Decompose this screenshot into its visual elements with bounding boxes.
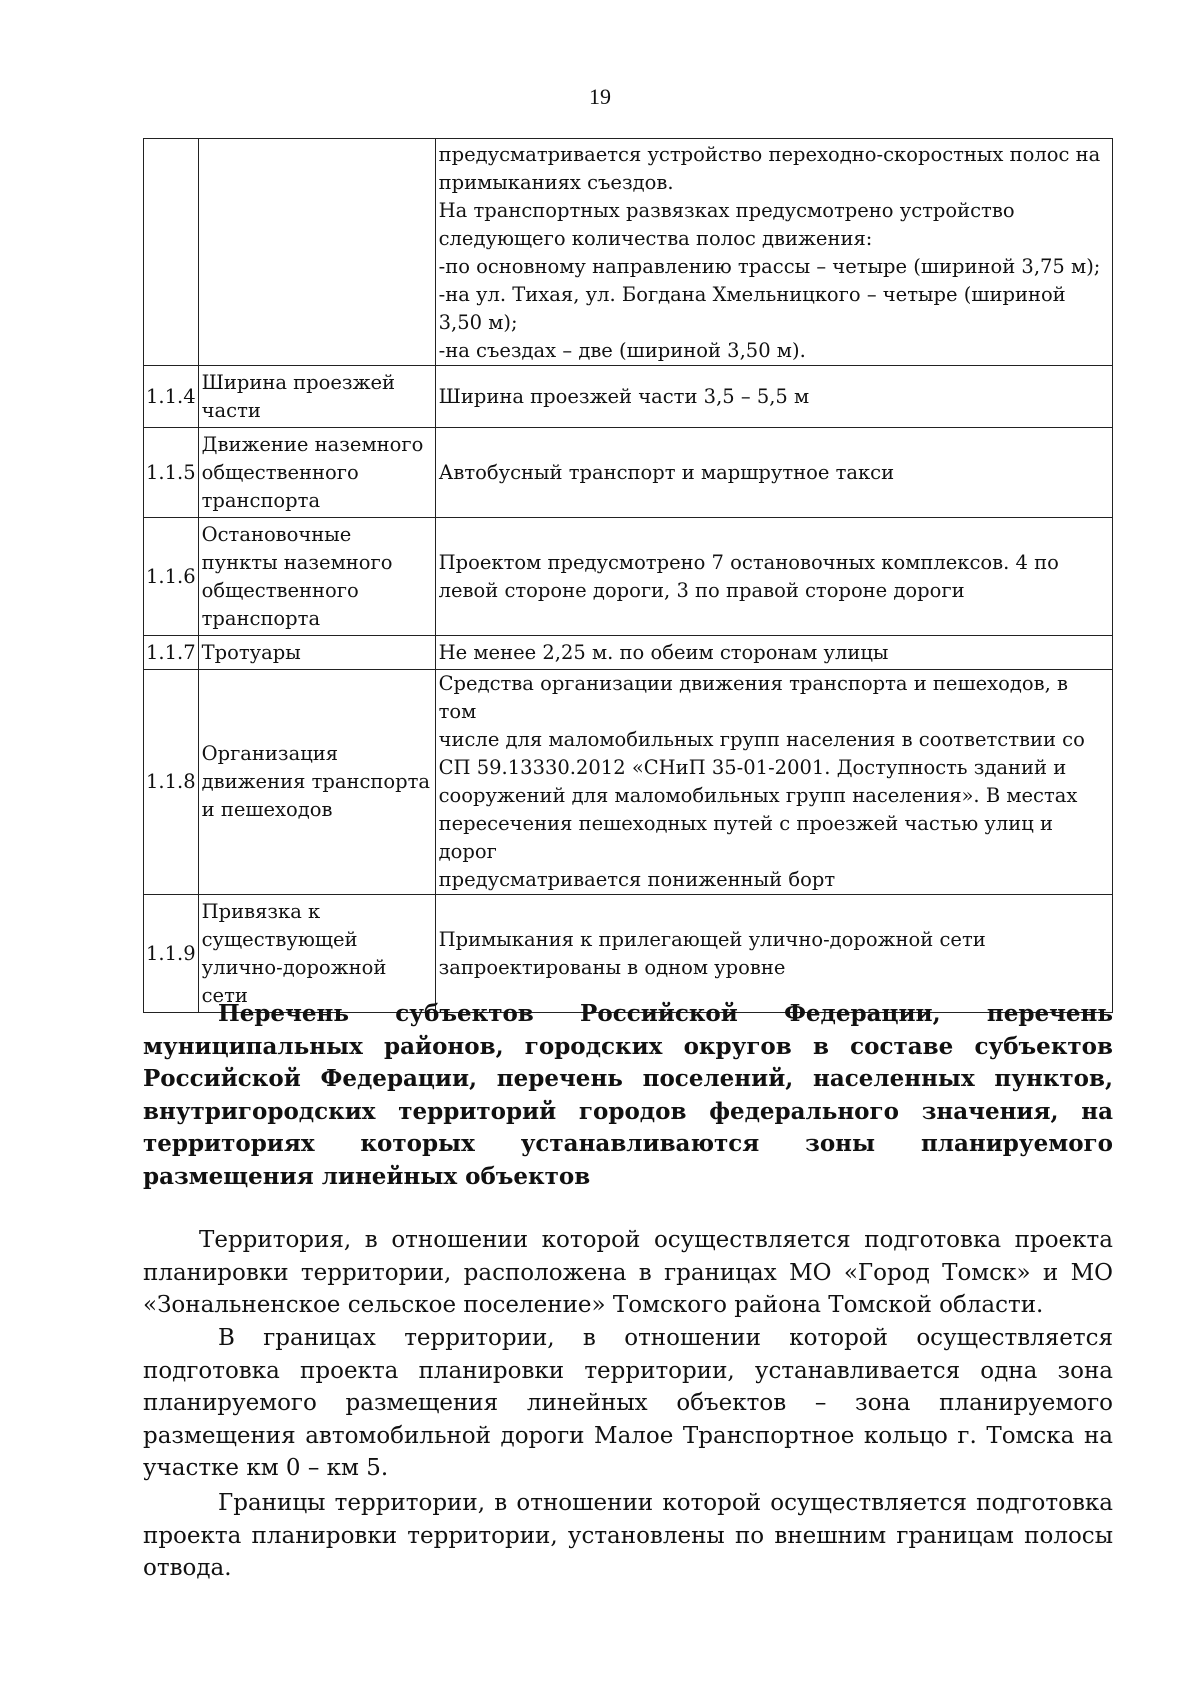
name-line: Привязка к: [201, 899, 321, 923]
description-line: следующего количества полос движения:: [438, 227, 873, 250]
table-row: [144, 636, 1113, 670]
table-row: [144, 518, 1113, 636]
description-line: Средства организации движения транспорта и пешеходов, в том: [438, 672, 1068, 723]
name-line: улично-дорожной: [201, 955, 387, 979]
row-name: [198, 670, 435, 895]
row-number: 1.1.5: [144, 428, 199, 518]
name-line: части: [201, 398, 261, 422]
description-line: 3,50 м);: [438, 311, 518, 334]
description-line: левой стороне дороги, 3 по правой стороне дороги: [438, 578, 965, 602]
description-line: Примыкания к прилегающей улично-дорожной сети: [438, 927, 986, 951]
description-line: предусматривается пониженный борт: [438, 868, 836, 891]
description-line: СП 59.13330.2012 «СНиП 35-01-2001. Доступность зданий и: [438, 756, 1067, 779]
table-row: [144, 670, 1113, 895]
name-line: общественного: [201, 460, 359, 484]
paragraph-text: Границы территории, в отношении которой осуществляется подготовка проекта планировки территории, установлены по внешним границам полосы отвода.: [143, 1490, 1113, 1581]
description-line: запроектированы в одном уровне: [438, 955, 786, 979]
section-heading: [143, 998, 1113, 1193]
name-line: движения транспорта: [201, 770, 431, 793]
row-number: 1.1.8: [144, 670, 199, 895]
description-line: Ширина проезжей части 3,5 – 5,5 м: [438, 384, 810, 408]
paragraph-text: В границах территории, в отношении которой осуществляется подготовка проекта планировки территории, устанавливается одна зона планируемого размещения линейных объектов – зона планируемого размещения автомобильной дороги Малое Транспортное кольцо г. Томска на участке км 0 – км 5.: [143, 1325, 1113, 1481]
row-description: [435, 139, 1112, 366]
row-description: [435, 518, 1112, 636]
name-line: Ширина проезжей: [201, 370, 396, 394]
table-row: [144, 895, 1113, 1013]
name-line: транспорта: [201, 606, 321, 630]
row-name: [198, 428, 435, 518]
table-row: [144, 366, 1113, 428]
name-line: пункты наземного: [201, 550, 393, 574]
description-line: Автобусный транспорт и маршрутное такси: [438, 460, 895, 484]
name-line: и пешеходов: [201, 798, 333, 821]
row-description: [435, 670, 1112, 895]
row-number: 1.1.7: [144, 636, 199, 670]
table-row: [144, 428, 1113, 518]
row-description: [435, 636, 1112, 670]
name-line: транспорта: [201, 488, 321, 512]
row-number: [144, 139, 199, 366]
description-line: -по основному направлению трассы – четыре (шириной 3,75 м);: [438, 255, 1101, 278]
name-line: Тротуары: [201, 640, 301, 664]
body-paragraph: [143, 1322, 1113, 1485]
row-name: [198, 139, 435, 366]
name-line: Остановочные: [201, 522, 352, 546]
row-name: [198, 518, 435, 636]
specification-table: [143, 138, 1113, 1013]
row-description: [435, 366, 1112, 428]
row-name: [198, 366, 435, 428]
name-line: сети: [201, 983, 248, 1007]
name-line: Движение наземного: [201, 432, 424, 456]
description-line: предусматривается устройство переходно-скоростных полос на: [438, 143, 1101, 166]
body-paragraph: [143, 1487, 1113, 1585]
description-line: Не менее 2,25 м. по обеим сторонам улицы: [438, 640, 889, 664]
description-line: сооружений для маломобильных групп населения». В местах: [438, 784, 1078, 807]
name-line: существующей: [201, 927, 358, 951]
body-paragraph: [143, 1224, 1113, 1322]
section-heading-text: Перечень субъектов Российской Федерации, перечень муниципальных районов, городских округов в составе субъектов Российской Федерации, перечень поселений, населенных пунктов, внутригородских территорий городов федерального значения, на территориях которых устанавливаются зоны планируемого размещения линейных объектов: [143, 1000, 1113, 1190]
paragraph-text: Территория, в отношении которой осуществляется подготовка проекта планировки территории, расположена в границах МО «Город Томск» и МО «Зональненское сельское поселение» Томского района Томской области.: [143, 1227, 1113, 1318]
description-line: числе для маломобильных групп населения в соответствии со: [438, 728, 1085, 751]
row-name: [198, 636, 435, 670]
row-description: [435, 895, 1112, 1013]
description-line: На транспортных развязках предусмотрено устройство: [438, 199, 1015, 222]
description-line: примыканиях съездов.: [438, 171, 674, 194]
row-number: 1.1.6: [144, 518, 199, 636]
name-line: общественного: [201, 578, 359, 602]
description-line: пересечения пешеходных путей с проезжей частью улиц и дорог: [438, 812, 1054, 863]
table-row: [144, 139, 1113, 366]
row-number: 1.1.9: [144, 895, 199, 1013]
description-line: -на съездах – две (шириной 3,50 м).: [438, 339, 806, 362]
row-number: 1.1.4: [144, 366, 199, 428]
page-number: 19: [589, 84, 611, 109]
row-name: [198, 895, 435, 1013]
row-description: [435, 428, 1112, 518]
name-line: Организация: [201, 742, 339, 765]
description-line: -на ул. Тихая, ул. Богдана Хмельницкого – четыре (шириной: [438, 283, 1066, 306]
description-line: Проектом предусмотрено 7 остановочных комплексов. 4 по: [438, 550, 1059, 574]
